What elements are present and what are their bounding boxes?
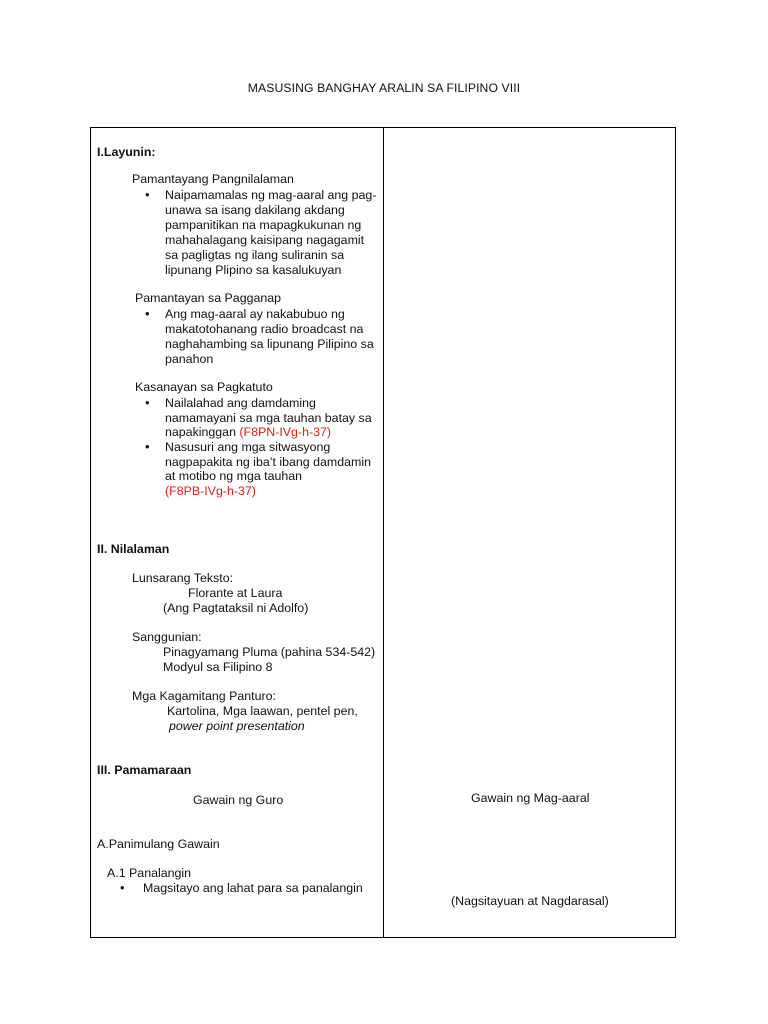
bullet-line: naghahambing sa lipunang Pilipino sa <box>165 337 374 351</box>
panalangin-label: A.1 Panalangin <box>107 866 192 880</box>
lunsarang-title: Florante at Laura <box>188 586 283 600</box>
sanggunian-label: Sanggunian: <box>132 630 202 644</box>
column-divider <box>383 127 384 938</box>
bullet-icon: • <box>145 187 150 202</box>
sanggunian-item: Pinagyamang Pluma (pahina 534-542) <box>163 645 376 659</box>
competency-code: (F8PB-IVg-h-37) <box>165 484 256 498</box>
bullet-line: lipunang Plipino sa kasalukuyan <box>165 263 342 277</box>
panalangin-response: (Nagsitayuan at Nagdarasal) <box>451 894 609 908</box>
nilalaman-heading: II. Nilalaman <box>97 542 170 556</box>
bullet-line: at motibo ng mga tauhan <box>165 469 303 483</box>
bullet-line: Nailalahad ang damdaming <box>165 396 316 410</box>
bullet-line: Ang mag-aaral ay nakabubuo ng <box>165 307 345 321</box>
bullet-line: namamayani sa mga tauhan batay sa <box>165 411 372 425</box>
bullet-icon: • <box>120 880 125 895</box>
bullet-line: sa pagligtas ng ilang suliranin sa <box>165 248 345 262</box>
document-title: MASUSING BANGHAY ARALIN SA FILIPINO VIII <box>247 81 521 95</box>
bullet-line: nagpapakita ng iba’t ibang damdamin <box>165 455 371 469</box>
kagamitan-item: power point presentation <box>169 719 305 733</box>
bullet-line: mahahalagang kaisipang nagagamit <box>165 233 365 247</box>
competency-code: (F8PN-IVg-h-37) <box>239 425 331 439</box>
pagganap-label: Pamantayan sa Pagganap <box>135 291 282 305</box>
bullet-icon: • <box>145 439 150 454</box>
bullet-line: makatotohanang radio broadcast na <box>165 322 364 336</box>
bullet-icon: • <box>145 306 150 321</box>
sanggunian-item: Modyul sa Filipino 8 <box>163 660 273 674</box>
kagamitan-item: Kartolina, Mga laawan, pentel pen, <box>167 704 358 718</box>
bullet-line: unawa sa isang dakilang akdang <box>165 203 345 217</box>
bullet-line: panahon <box>165 352 214 366</box>
panalangin-instruction: Magsitayo ang lahat para sa panalangin <box>143 881 363 895</box>
kagamitan-label: Mga Kagamitang Panturo: <box>132 689 276 703</box>
pangnilalaman-label: Pamantayang Pangnilalaman <box>132 172 294 186</box>
bullet-line: Nasusuri ang mga sitwasyong <box>165 440 331 454</box>
guro-column-header: Gawain ng Guro <box>193 793 284 807</box>
bullet-icon: • <box>145 395 150 410</box>
lunsarang-label: Lunsarang Teksto: <box>132 571 234 585</box>
bullet-line: pampanitikan na mapagkukunan ng <box>165 218 362 232</box>
kasanayan-label: Kasanayan sa Pagkatuto <box>135 380 273 394</box>
layunin-heading: I.Layunin: <box>97 145 156 159</box>
bullet-text: napakinggan <box>165 425 240 439</box>
pamamaraan-heading: III. Pamamaraan <box>97 763 192 777</box>
bullet-line <box>165 425 331 439</box>
panimula-heading: A.Panimulang Gawain <box>97 837 220 851</box>
magaaral-column-header: Gawain ng Mag-aaral <box>471 791 590 805</box>
lunsarang-subtitle: (Ang Pagtataksil ni Adolfo) <box>163 601 309 615</box>
bullet-line: Naipamamalas ng mag-aaral ang pag- <box>165 188 377 202</box>
